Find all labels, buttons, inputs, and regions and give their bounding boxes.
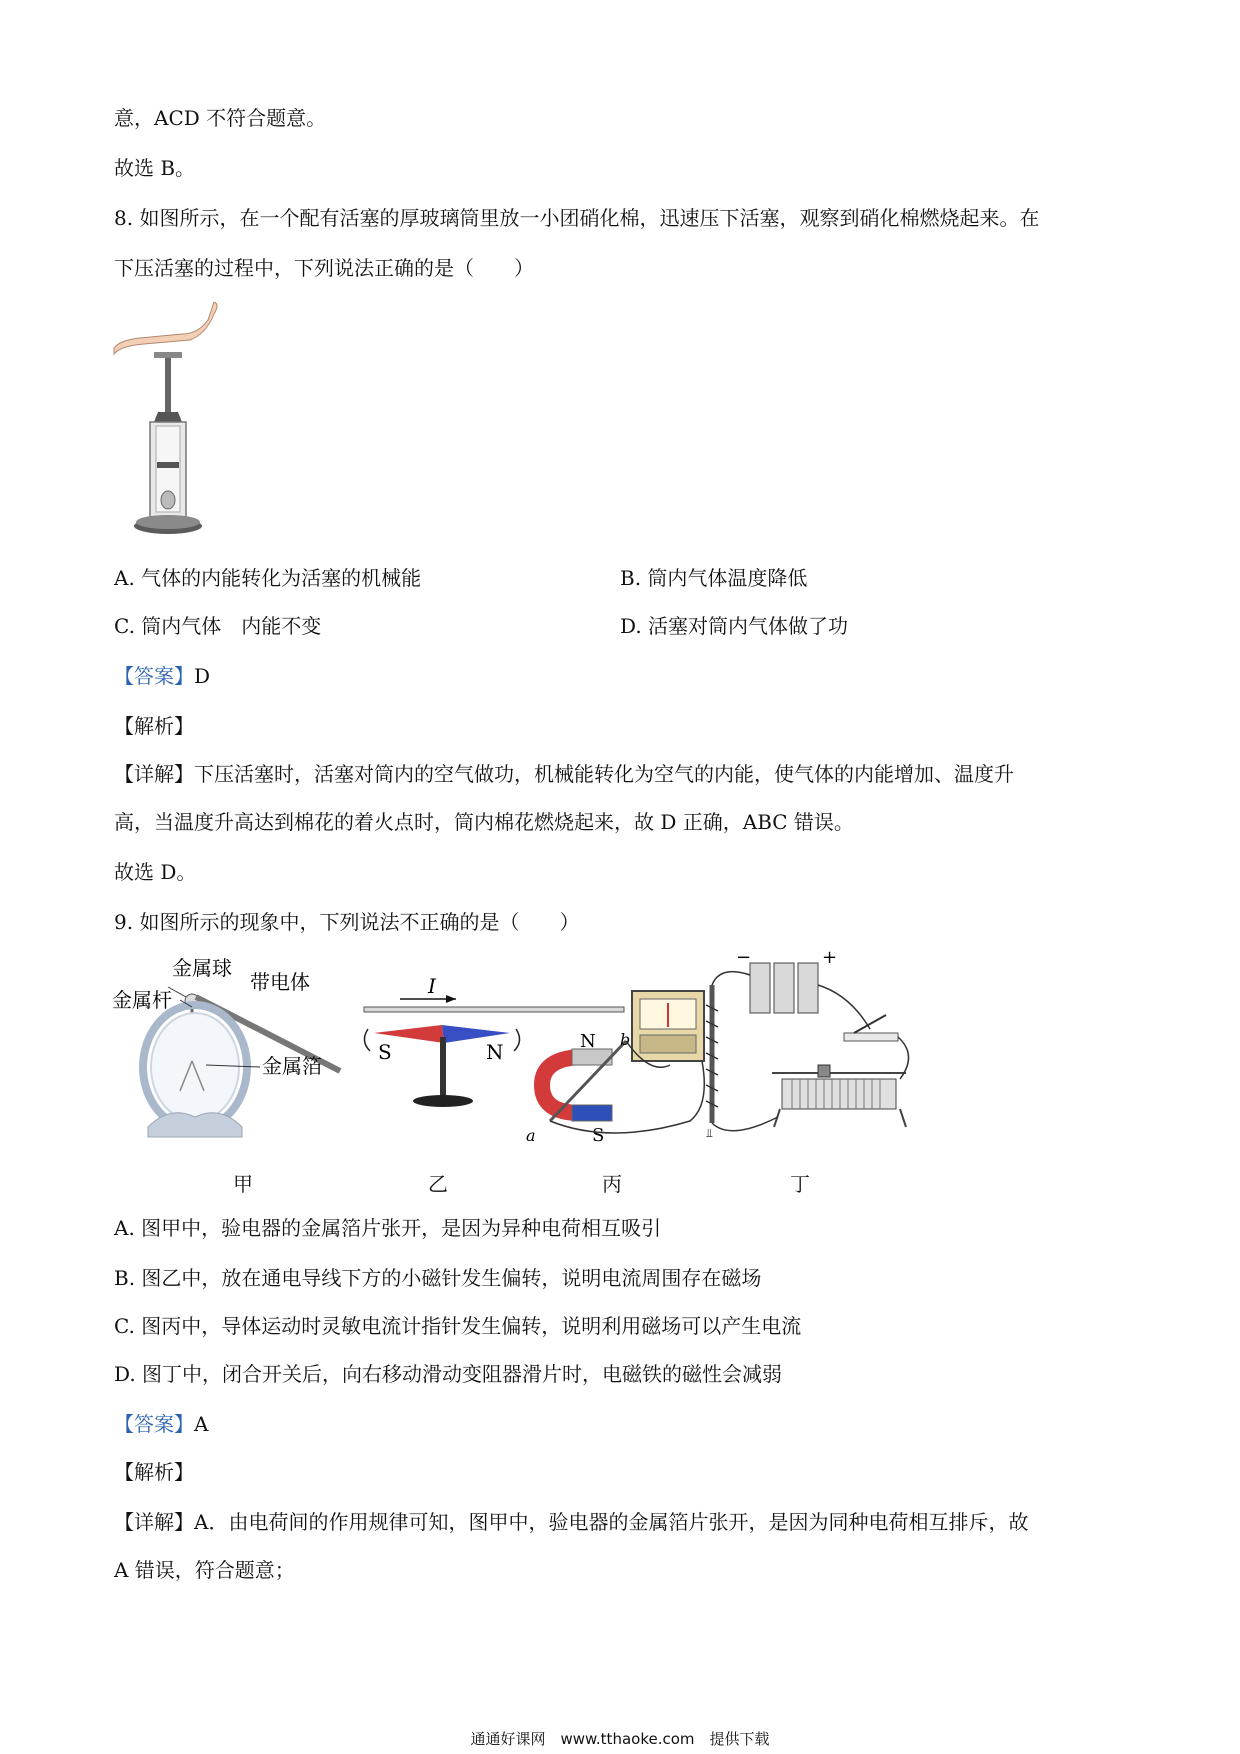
q9-option-c: C. 图丙中，导体运动时灵敏电流计指针发生偏转，说明利用磁场可以产生电流 (114, 1314, 802, 1338)
q9-answer (114, 1410, 208, 1438)
caption-jia: 甲 (233, 1172, 253, 1196)
label-metal-ball: 金属球 (172, 956, 232, 980)
label-a: a (526, 1126, 536, 1145)
q9-stem: 9. 如图所示的现象中，下列说法不正确的是（ ） (114, 910, 580, 934)
q8-option-d: D. 活塞对筒内气体做了功 (620, 614, 849, 638)
q9-detail-line-1 (114, 1508, 1028, 1536)
q8-answer-tag: 【答案】 (114, 664, 194, 688)
q8-answer-value: D (194, 664, 211, 688)
q8-stem-line-1: 8. 如图所示，在一个配有活塞的厚玻璃筒里放一小团硝化棉，迅速压下活塞，观察到硝化棉燃烧起来。在 (114, 206, 1040, 230)
q9-analysis-tag: 【解析】 (114, 1460, 194, 1484)
label-current: I (428, 974, 436, 998)
galvanometer-figure (526, 991, 704, 1145)
label-n-magnet: N (580, 1031, 596, 1052)
q8-detail-line-2: 高，当温度升高达到棉花的着火点时，筒内棉花燃烧起来，故 D 正确，ABC 错误。 (114, 810, 854, 834)
q8-conclusion: 故选 D。 (114, 860, 197, 884)
q9-answer-tag: 【答案】 (114, 1412, 194, 1436)
q8-detail-line-1 (114, 760, 1014, 788)
page-footer: 通通好课网 www.tthaoke.com 提供下载 (470, 1730, 770, 1748)
label-s-magnet: S (592, 1125, 605, 1145)
q9-detail-tag: 【详解】 (114, 1510, 194, 1534)
q8-option-c: C. 筒内气体 内能不变 (114, 614, 322, 638)
prev-line-1: 意，ACD 不符合题意。 (114, 106, 327, 130)
label-charged-body: 带电体 (250, 970, 310, 994)
label-s-compass: S (378, 1040, 392, 1064)
caption-bing: 丙 (602, 1172, 622, 1196)
label-b: b (620, 1030, 631, 1049)
q9-answer-value: A (194, 1412, 209, 1436)
pins-icon: ⫫ (706, 1126, 713, 1140)
q8-detail-tag: 【详解】 (114, 762, 194, 786)
label-minus: − (736, 947, 752, 968)
q8-option-b: B. 筒内气体温度降低 (620, 566, 808, 590)
label-metal-rod: 金属杆 (112, 988, 172, 1012)
electromagnet-figure (706, 947, 909, 1140)
caption-yi: 乙 (428, 1172, 448, 1196)
label-metal-foil: 金属箔 (262, 1054, 322, 1078)
q8-stem-line-2: 下压活塞的过程中，下列说法正确的是（ ） (114, 256, 534, 280)
prev-line-2: 故选 B。 (114, 156, 196, 180)
q9-option-d: D. 图丁中，闭合开关后，向右移动滑动变阻器滑片时，电磁铁的磁性会减弱 (114, 1362, 783, 1386)
q9-figure (110, 945, 930, 1145)
q8-answer (114, 662, 210, 690)
q9-detail-line-2: A 错误，符合题意； (114, 1558, 295, 1582)
q8-analysis-tag: 【解析】 (114, 714, 194, 738)
q9-detail-text: A．由电荷间的作用规律可知，图甲中，验电器的金属箔片张开，是因为同种电荷相互排斥，故 (194, 1510, 1029, 1534)
q9-option-a: A. 图甲中，验电器的金属箔片张开，是因为异种电荷相互吸引 (114, 1216, 662, 1240)
electroscope-figure (112, 956, 340, 1137)
label-n-compass: N (486, 1040, 504, 1064)
q8-piston-figure (110, 300, 220, 540)
caption-ding: 丁 (790, 1172, 810, 1196)
q9-option-b: B. 图乙中，放在通电导线下方的小磁针发生偏转，说明电流周围存在磁场 (114, 1266, 762, 1290)
q8-detail-text: 下压活塞时，活塞对筒内的空气做功，机械能转化为空气的内能，使气体的内能增加、温度升 (194, 762, 1014, 786)
q8-option-a: A. 气体的内能转化为活塞的机械能 (114, 566, 422, 590)
label-plus: + (822, 947, 838, 968)
